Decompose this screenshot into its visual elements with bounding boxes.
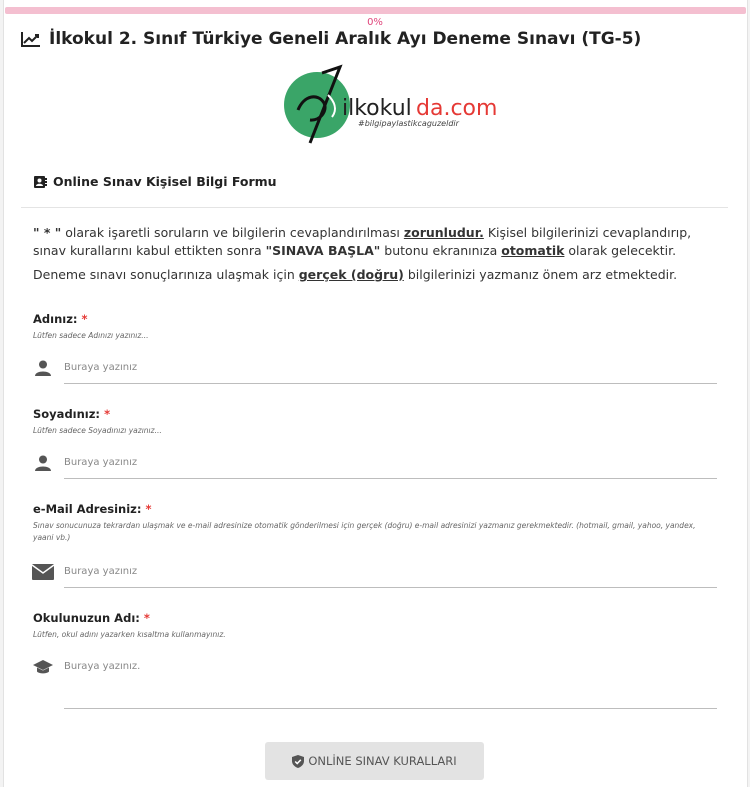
divider — [21, 207, 728, 208]
field-label: Soyadınız: — [33, 407, 101, 421]
required-marker: * — [81, 312, 88, 326]
field-hint: Sınav sonucunuza tekrardan ulaşmak ve e-mail adresinize otomatik gönderilmesi için gerçek (doğru) e-mail adresinizi yazmanız gerekmektedir. (hotmail, gmail, yahoo, yandex, yaani vb.) — [33, 521, 696, 542]
email-field — [33, 502, 717, 588]
exam-rules-button[interactable] — [265, 742, 484, 780]
field-label: Okulunuzun Adı: — [33, 611, 140, 625]
field-hint: Lütfen, okul adını yazarken kısaltma kullanmayınız. — [33, 630, 226, 639]
section-title: Online Sınav Kişisel Bilgi Formu — [53, 174, 277, 189]
section-heading — [33, 174, 277, 189]
line-chart-icon — [21, 31, 41, 47]
intro-paragraph-1: " * " olarak işaretli soruların ve bilgilerin cevaplandırılması zorunludur. Kişisel bilgilerinizi cevaplandırıp, sınav kurallarını kabul ettikten sonra "SINAVA BAŞLA" butonu ekranınıza otomatik olarak gelecektir. — [33, 225, 692, 258]
exam-rules-label: ONLİNE SINAV KURALLARI — [308, 754, 457, 768]
first-name-field — [33, 312, 717, 384]
field-label: Adınız: — [33, 312, 78, 326]
school-name-input[interactable] — [64, 661, 717, 672]
envelope-icon — [33, 562, 53, 582]
first-name-input[interactable] — [64, 362, 717, 373]
progress-label: 0% — [367, 17, 383, 28]
shield-check-icon — [292, 755, 304, 768]
required-marker: * — [143, 611, 150, 625]
form-intro — [33, 224, 693, 284]
logo-text-accent: da.com — [416, 96, 498, 121]
field-hint: Lütfen sadece Adınızı yazınız... — [33, 331, 149, 340]
address-book-icon — [33, 175, 47, 189]
logo-tagline: #bilgipaylastikcaguzeldir — [358, 119, 459, 128]
last-name-field — [33, 407, 717, 479]
school-name-field — [33, 611, 717, 709]
required-marker: * — [145, 502, 152, 516]
logo-text-main: ilkokul — [342, 96, 412, 121]
last-name-input[interactable] — [64, 457, 717, 468]
email-input[interactable] — [64, 566, 717, 577]
user-icon — [33, 453, 53, 473]
graduation-cap-icon — [33, 657, 53, 677]
required-marker: * — [104, 407, 111, 421]
progress-bar — [5, 7, 746, 14]
page-header — [21, 29, 641, 49]
page-title: İlkokul 2. Sınıf Türkiye Geneli Aralık Ayı Deneme Sınavı (TG-5) — [49, 29, 642, 49]
site-logo[interactable] — [280, 65, 498, 145]
field-hint: Lütfen sadece Soyadınızı yazınız... — [33, 426, 162, 435]
intro-paragraph-2: Deneme sınavı sonuçlarınıza ulaşmak için gerçek (doğru) bilgilerinizi yazmanız önem arz etmektedir. — [33, 267, 678, 282]
field-label: e-Mail Adresiniz: — [33, 502, 142, 516]
user-icon — [33, 358, 53, 378]
